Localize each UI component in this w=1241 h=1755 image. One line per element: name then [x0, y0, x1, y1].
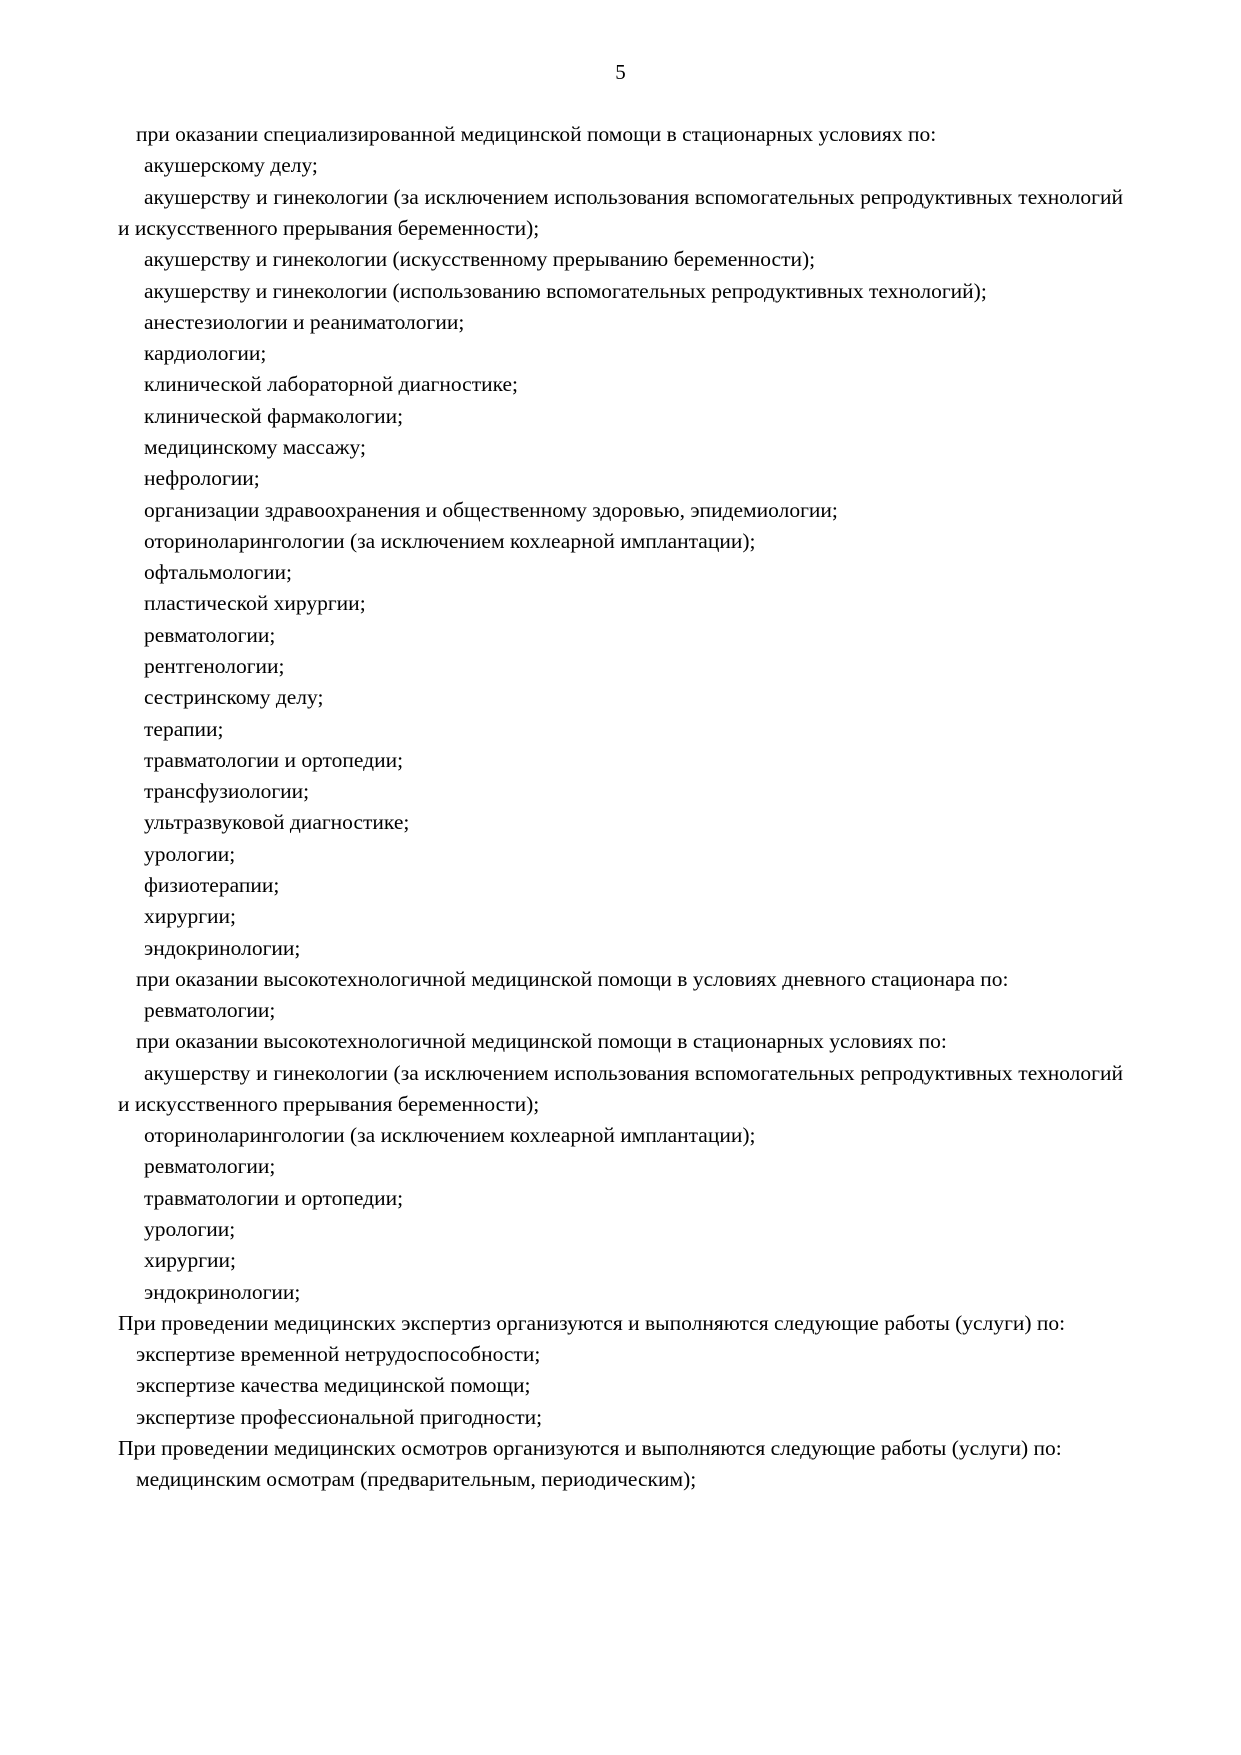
- document-paragraph: экспертизе качества медицинской помощи;: [136, 1373, 531, 1398]
- document-paragraph: экспертизе временной нетрудоспособности;: [136, 1342, 541, 1367]
- document-paragraph: рентгенологии;: [144, 653, 285, 678]
- document-paragraph: акушерству и гинекологии (искусственному прерыванию беременности);: [144, 247, 816, 272]
- document-paragraph: эндокринологии;: [144, 1279, 301, 1304]
- document-paragraph: акушерству и гинекологии (использованию вспомогательных репродуктивных технологий);: [144, 278, 987, 303]
- document-paragraph: физиотерапии;: [144, 872, 280, 897]
- document-paragraph: хирургии;: [144, 1248, 237, 1273]
- document-paragraph: терапии;: [144, 716, 224, 741]
- document-paragraph: анестезиологии и реаниматологии;: [144, 309, 465, 334]
- page-number: 5: [615, 60, 626, 84]
- document-paragraph: клинической фармакологии;: [144, 403, 404, 428]
- document-paragraph: акушерству и гинекологии (за исключением использования вспомогательных репродуктивных технологий и искусственного прерывания беременности);: [118, 1060, 1123, 1116]
- document-paragraph: При проведении медицинских экспертиз организуются и выполняются следующие работы (услуги) по:: [118, 1310, 1066, 1335]
- document-paragraph: урологии;: [144, 1217, 236, 1242]
- document-paragraph: офтальмологии;: [144, 560, 292, 585]
- document-paragraph: акушерскому делу;: [144, 153, 318, 178]
- document-paragraph: ультразвуковой диагностике;: [144, 810, 410, 835]
- document-paragraph: клинической лабораторной диагностике;: [144, 372, 519, 397]
- document-paragraph: хирургии;: [144, 904, 237, 929]
- document-paragraph: При проведении медицинских осмотров организуются и выполняются следующие работы (услуги) по:: [118, 1436, 1062, 1460]
- document-paragraph: эндокринологии;: [144, 935, 301, 960]
- document-paragraph: при оказании высокотехнологичной медицинской помощи в условиях дневного стационара по:: [136, 966, 1009, 991]
- document-paragraph: ревматологии;: [144, 998, 276, 1023]
- document-paragraph: урологии;: [144, 841, 236, 866]
- document-paragraph: ревматологии;: [144, 1154, 276, 1179]
- document-paragraph: нефрологии;: [144, 466, 260, 491]
- document-paragraph: травматологии и ортопедии;: [144, 1185, 404, 1210]
- document-body: [118, 119, 1123, 1495]
- document-paragraph: оториноларингологии (за исключением кохлеарной имплантации);: [144, 1123, 756, 1148]
- document-paragraph: трансфузиологии;: [144, 779, 310, 804]
- document-paragraph: пластической хирургии;: [144, 591, 366, 616]
- document-paragraph: акушерству и гинекологии (за исключением использования вспомогательных репродуктивных технологий и искусственного прерывания беременности);: [118, 184, 1123, 241]
- document-paragraph: сестринскому делу;: [144, 685, 324, 710]
- document-paragraph: медицинским осмотрам (предварительным, периодическим);: [136, 1467, 697, 1492]
- document-paragraph: организации здравоохранения и общественному здоровью, эпидемиологии;: [144, 497, 838, 522]
- document-paragraph: ревматологии;: [144, 622, 276, 647]
- document-paragraph: при оказании высокотехнологичной медицинской помощи в стационарных условиях по:: [136, 1029, 947, 1054]
- document-paragraph: травматологии и ортопедии;: [144, 747, 404, 772]
- document-paragraph: экспертизе профессиональной пригодности;: [136, 1404, 543, 1429]
- document-paragraph: медицинскому массажу;: [144, 435, 366, 459]
- document-paragraph: при оказании специализированной медицинской помощи в стационарных условиях по:: [136, 122, 937, 147]
- document-paragraph: оториноларингологии (за исключением кохлеарной имплантации);: [144, 528, 756, 553]
- document-paragraph: кардиологии;: [144, 341, 267, 366]
